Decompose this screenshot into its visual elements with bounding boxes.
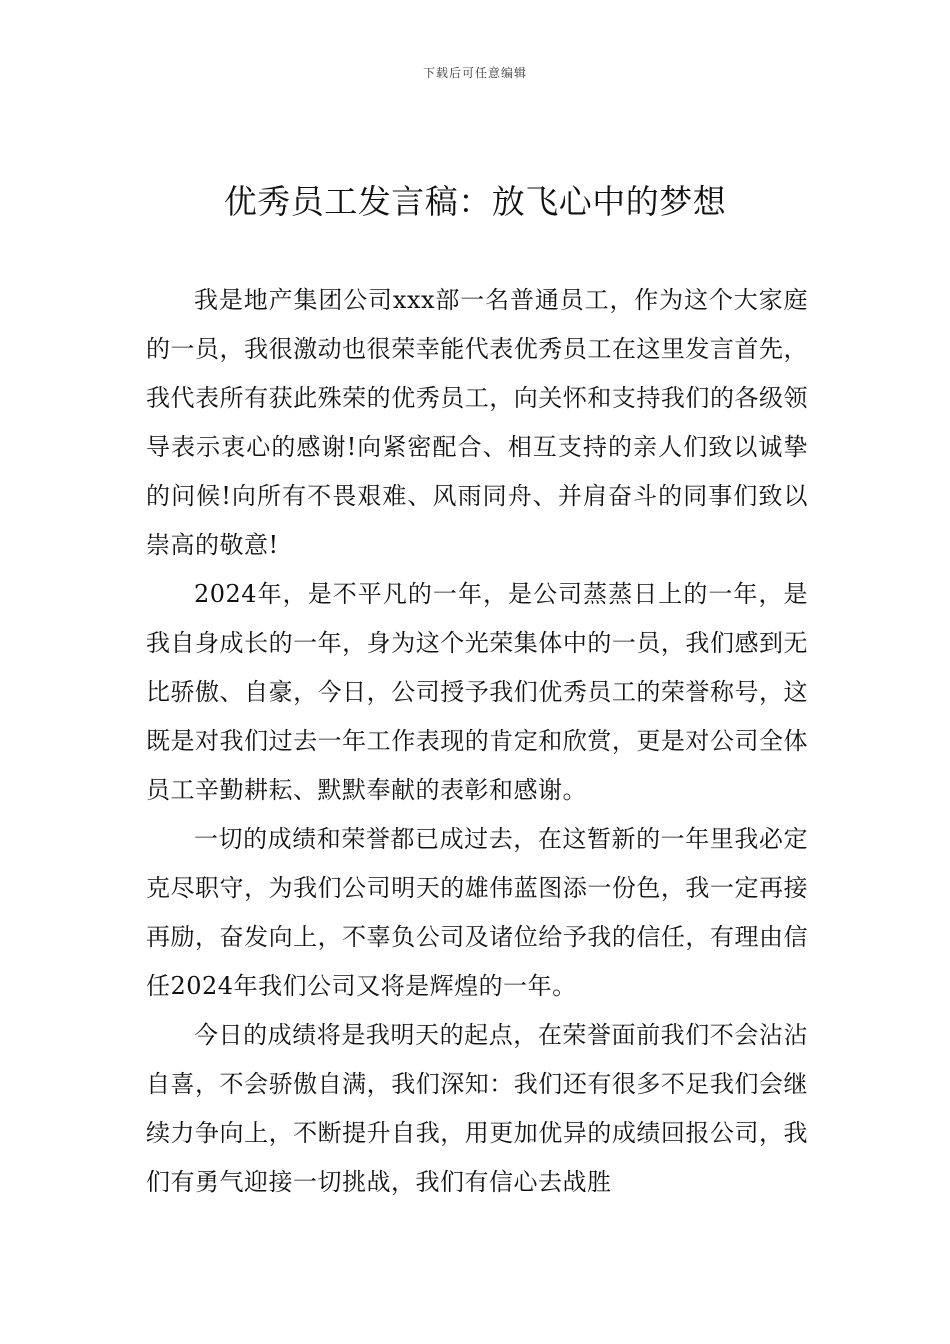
document-body [146,276,808,1207]
paragraph-3: 一切的成绩和荣誉都已成过去，在这暂新的一年里我必定克尽职守，为我们公司明天的雄伟蓝图添一份色，我一定再接再励，奋发向上，不辜负公司及诸位给予我的信任，有理由信任2024年我们公司又将是辉煌的一年。 [146,825,808,1000]
paragraph-2: 2024年，是不平凡的一年，是公司蒸蒸日上的一年，是我自身成长的一年，身为这个光荣集体中的一员，我们感到无比骄傲、自豪，今日，公司授予我们优秀员工的荣誉称号，这既是对我们过去一年工作表现的肯定和欣赏，更是对公司全体员工辛勤耕耘、默默奉献的表彰和感谢。 [146,580,808,804]
paragraph-4: 今日的成绩将是我明天的起点，在荣誉面前我们不会沾沾自喜，不会骄傲自满，我们深知：我们还有很多不足我们会继续力争向上，不断提升自我，用更加优异的成绩回报公司，我们有勇气迎接一切挑战，我们有信心去战胜 [146,1021,808,1196]
paragraph-1: 我是地产集团公司xxx部一名普通员工，作为这个大家庭的一员，我很激动也很荣幸能代表优秀员工在这里发言首先，我代表所有获此殊荣的优秀员工，向关怀和支持我们的各级领导表示衷心的感谢!向紧密配合、相互支持的亲人们致以诚挚的问候!向所有不畏艰难、风雨同舟、并肩奋斗的同事们致以崇高的敬意! [146,286,808,559]
page-title: 优秀员工发言稿：放飞心中的梦想 [223,182,727,221]
header-note: 下载后可任意编辑 [422,66,527,80]
